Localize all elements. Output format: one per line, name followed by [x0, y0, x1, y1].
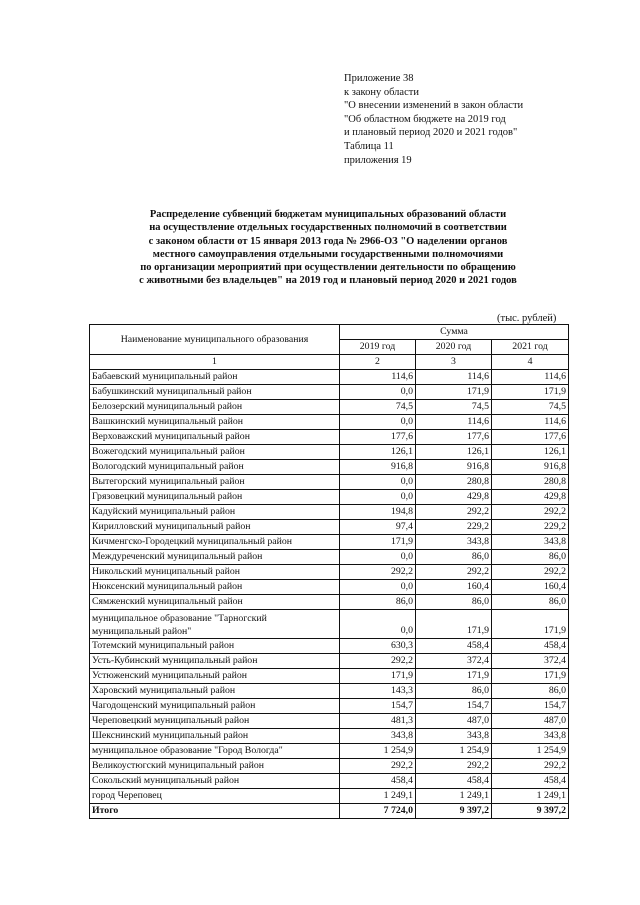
- total-2020: 9 397,2: [416, 804, 492, 819]
- value-2021: 160,4: [492, 580, 569, 595]
- value-2021: 343,8: [492, 535, 569, 550]
- table-row: [90, 370, 569, 385]
- title-line: Распределение субвенций бюджетам муниципальных образований области: [149, 209, 507, 220]
- value-2021: 343,8: [492, 729, 569, 744]
- table-row: [90, 699, 569, 714]
- municipality-name: Грязовецкий муниципальный район: [90, 490, 340, 505]
- value-2019: 177,6: [340, 430, 416, 445]
- municipality-name: Кадуйский муниципальный район: [90, 505, 340, 520]
- table-row: [90, 535, 569, 550]
- total-row: [90, 804, 569, 819]
- value-2020: 86,0: [416, 595, 492, 610]
- value-2020: 74,5: [416, 400, 492, 415]
- table-row: [90, 639, 569, 654]
- value-2021: 171,9: [492, 385, 569, 400]
- value-2020: 916,8: [416, 460, 492, 475]
- value-2021: 292,2: [492, 565, 569, 580]
- column-header-2019: 2019 год: [340, 340, 416, 355]
- value-2021: 1 249,1: [492, 789, 569, 804]
- value-2021: 177,6: [492, 430, 569, 445]
- value-2019: 0,0: [340, 550, 416, 565]
- value-2021: 372,4: [492, 654, 569, 669]
- municipality-name: Бабаевский муниципальный район: [90, 370, 340, 385]
- value-2021: 86,0: [492, 550, 569, 565]
- municipality-name: Чагодощенский муниципальный район: [90, 699, 340, 714]
- municipality-name: Белозерский муниципальный район: [90, 400, 340, 415]
- value-2020: 458,4: [416, 774, 492, 789]
- value-2019: 0,0: [340, 490, 416, 505]
- value-2019: 194,8: [340, 505, 416, 520]
- header-line: Приложение 38: [344, 73, 414, 84]
- value-2019: 916,8: [340, 460, 416, 475]
- value-2021: 171,9: [492, 669, 569, 684]
- document-title: [60, 208, 596, 288]
- value-2021: 86,0: [492, 684, 569, 699]
- table-row: [90, 415, 569, 430]
- value-2021: 154,7: [492, 699, 569, 714]
- header-line: приложения 19: [344, 154, 412, 166]
- subvention-table: [89, 324, 569, 819]
- table-row: [90, 774, 569, 789]
- municipality-name: Кирилловский муниципальный район: [90, 520, 340, 535]
- column-number: 2: [340, 355, 416, 370]
- table-row: [90, 505, 569, 520]
- table-row: [90, 445, 569, 460]
- value-2019: 1 254,9: [340, 744, 416, 759]
- header-line: "Об областном бюджете на 2019 год: [344, 113, 506, 125]
- municipality-name: Усть-Кубинский муниципальный район: [90, 654, 340, 669]
- value-2021: 487,0: [492, 714, 569, 729]
- value-2020: 1 249,1: [416, 789, 492, 804]
- table-row: [90, 714, 569, 729]
- municipality-name: город Череповец: [90, 789, 340, 804]
- table-row: [90, 669, 569, 684]
- table-row: [90, 520, 569, 535]
- table-row: [90, 460, 569, 475]
- value-2020: 429,8: [416, 490, 492, 505]
- title-line: местного самоуправления отдельными государственными полномочиями: [152, 248, 504, 260]
- value-2020: 292,2: [416, 759, 492, 774]
- value-2021: 86,0: [492, 595, 569, 610]
- column-header-sum: Сумма: [340, 325, 569, 340]
- value-2019: 86,0: [340, 595, 416, 610]
- value-2019: 0,0: [340, 415, 416, 430]
- total-2021: 9 397,2: [492, 804, 569, 819]
- municipality-name: муниципальное образование "Тарногский муниципальный район": [90, 610, 340, 639]
- municipality-name: Вашкинский муниципальный район: [90, 415, 340, 430]
- header-line: Таблица 11: [344, 140, 394, 152]
- value-2020: 86,0: [416, 684, 492, 699]
- value-2020: 86,0: [416, 550, 492, 565]
- value-2019: 458,4: [340, 774, 416, 789]
- table-row: [90, 490, 569, 505]
- value-2021: 280,8: [492, 475, 569, 490]
- municipality-name: Череповецкий муниципальный район: [90, 714, 340, 729]
- table-row: [90, 684, 569, 699]
- value-2019: 126,1: [340, 445, 416, 460]
- value-2019: 74,5: [340, 400, 416, 415]
- column-number: 4: [492, 355, 569, 370]
- municipality-name: Вытегорский муниципальный район: [90, 475, 340, 490]
- table-row: [90, 729, 569, 744]
- value-2019: 97,4: [340, 520, 416, 535]
- value-2020: 343,8: [416, 729, 492, 744]
- value-2021: 229,2: [492, 520, 569, 535]
- value-2020: 154,7: [416, 699, 492, 714]
- table-row: [90, 595, 569, 610]
- table-row: [90, 789, 569, 804]
- title-line: на осуществление отдельных государственных полномочий в соответствии: [149, 222, 507, 234]
- table-row: [90, 654, 569, 669]
- municipality-name: Кичменгско-Городецкий муниципальный район: [90, 535, 340, 550]
- value-2020: 160,4: [416, 580, 492, 595]
- value-2019: 292,2: [340, 759, 416, 774]
- value-2019: 171,9: [340, 669, 416, 684]
- value-2019: 0,0: [340, 610, 416, 639]
- value-2021: 458,4: [492, 639, 569, 654]
- title-line: с животными без владельцев" на 2019 год и плановый период 2020 и 2021 годов: [139, 275, 517, 287]
- table-row: [90, 550, 569, 565]
- value-2019: 154,7: [340, 699, 416, 714]
- value-2020: 114,6: [416, 415, 492, 430]
- value-2021: 1 254,9: [492, 744, 569, 759]
- title-line: с законом области от 15 января 2013 года № 2966-ОЗ "О наделении органов: [148, 235, 508, 247]
- municipality-name: Верховажский муниципальный район: [90, 430, 340, 445]
- municipality-name: Устюженский муниципальный район: [90, 669, 340, 684]
- table-row: [90, 385, 569, 400]
- value-2021: 114,6: [492, 415, 569, 430]
- value-2019: 343,8: [340, 729, 416, 744]
- value-2020: 1 254,9: [416, 744, 492, 759]
- municipality-name: Харовский муниципальный район: [90, 684, 340, 699]
- value-2020: 280,8: [416, 475, 492, 490]
- total-label: Итого: [90, 804, 340, 819]
- municipality-name: Сокольский муниципальный район: [90, 774, 340, 789]
- value-2021: 126,1: [492, 445, 569, 460]
- municipality-name: Сямженский муниципальный район: [90, 595, 340, 610]
- value-2019: 0,0: [340, 475, 416, 490]
- municipality-name: Нюксенский муниципальный район: [90, 580, 340, 595]
- table-row: [90, 475, 569, 490]
- value-2021: 114,6: [492, 370, 569, 385]
- header-line: и плановый период 2020 и 2021 годов": [344, 127, 518, 139]
- total-2019: 7 724,0: [340, 804, 416, 819]
- value-2019: 481,3: [340, 714, 416, 729]
- table-row: [90, 744, 569, 759]
- value-2021: 171,9: [492, 610, 569, 639]
- value-2021: 74,5: [492, 400, 569, 415]
- value-2021: 292,2: [492, 505, 569, 520]
- value-2021: 429,8: [492, 490, 569, 505]
- value-2020: 458,4: [416, 639, 492, 654]
- column-number-row: [90, 355, 569, 370]
- table-row: [90, 430, 569, 445]
- value-2019: 630,3: [340, 639, 416, 654]
- value-2020: 292,2: [416, 565, 492, 580]
- column-number: 3: [416, 355, 492, 370]
- municipality-name: муниципальное образование "Город Вологда": [90, 744, 340, 759]
- value-2020: 343,8: [416, 535, 492, 550]
- document-header: [344, 72, 523, 167]
- value-2020: 177,6: [416, 430, 492, 445]
- value-2020: 372,4: [416, 654, 492, 669]
- value-2021: 916,8: [492, 460, 569, 475]
- table-row: [90, 610, 569, 639]
- municipality-name: Бабушкинский муниципальный район: [90, 385, 340, 400]
- column-header-2021: 2021 год: [492, 340, 569, 355]
- value-2019: 0,0: [340, 580, 416, 595]
- column-header-2020: 2020 год: [416, 340, 492, 355]
- value-2020: 126,1: [416, 445, 492, 460]
- value-2020: 171,9: [416, 610, 492, 639]
- value-2020: 229,2: [416, 520, 492, 535]
- municipality-name: Тотемский муниципальный район: [90, 639, 340, 654]
- table-row: [90, 580, 569, 595]
- municipality-name: Никольский муниципальный район: [90, 565, 340, 580]
- table-body: [90, 370, 569, 804]
- municipality-name: Междуреченский муниципальный район: [90, 550, 340, 565]
- value-2019: 171,9: [340, 535, 416, 550]
- value-2020: 292,2: [416, 505, 492, 520]
- value-2019: 292,2: [340, 654, 416, 669]
- table-row: [90, 400, 569, 415]
- table-row: [90, 759, 569, 774]
- value-2019: 114,6: [340, 370, 416, 385]
- municipality-name: Вологодский муниципальный район: [90, 460, 340, 475]
- title-line: по организации мероприятий при осуществлении деятельности по обращению: [140, 262, 516, 274]
- column-number: 1: [90, 355, 340, 370]
- municipality-name: Вожегодский муниципальный район: [90, 445, 340, 460]
- column-header-name: Наименование муниципального образования: [90, 325, 340, 355]
- value-2021: 458,4: [492, 774, 569, 789]
- value-2020: 114,6: [416, 370, 492, 385]
- value-2020: 171,9: [416, 669, 492, 684]
- municipality-name: Шекснинский муниципальный район: [90, 729, 340, 744]
- table-row: [90, 565, 569, 580]
- value-2019: 0,0: [340, 385, 416, 400]
- value-2021: 292,2: [492, 759, 569, 774]
- value-2019: 292,2: [340, 565, 416, 580]
- value-2019: 1 249,1: [340, 789, 416, 804]
- value-2020: 487,0: [416, 714, 492, 729]
- value-2019: 143,3: [340, 684, 416, 699]
- header-line: "О внесении изменений в закон области: [344, 100, 524, 112]
- units-label: (тыс. рублей): [497, 313, 557, 324]
- value-2020: 171,9: [416, 385, 492, 400]
- table-header-row: [90, 325, 569, 340]
- header-line: к закону области: [344, 86, 419, 98]
- municipality-name: Великоустюгский муниципальный район: [90, 759, 340, 774]
